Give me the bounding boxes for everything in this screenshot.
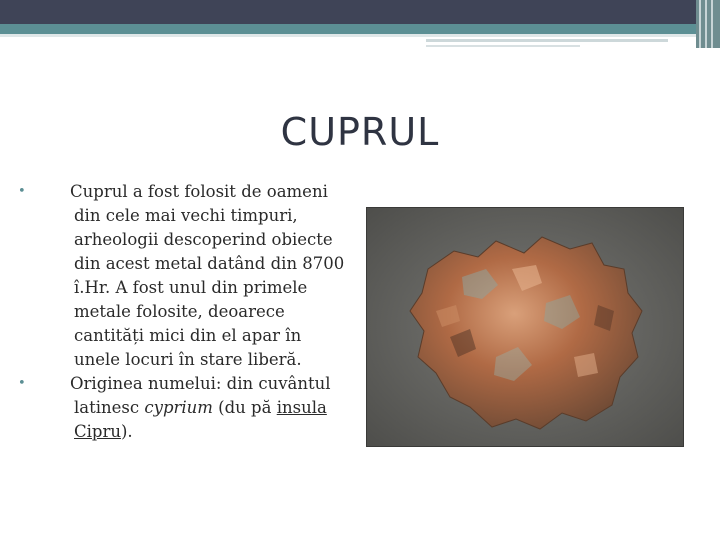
bullet-icon: • <box>18 184 26 199</box>
bullet-text-part: (du pă <box>212 398 277 417</box>
bullet-text: Cuprul a fost folosit de oameni din cele mai vechi timpuri, arheologii descoperind obiecte din acest metal datând din 8700 î.Hr. A fost unul din primele metale folosite, deoarece cantități mici din el apar în unele locuri în stare liberă. <box>70 182 345 369</box>
bullet-text <box>70 372 348 444</box>
latin-term: cyprium <box>144 398 213 417</box>
bullet-item <box>18 180 348 372</box>
bullet-list <box>18 180 348 444</box>
header-band-right <box>696 0 720 48</box>
bullet-text-part: Originea numelui: din cuvântul latinesc <box>70 374 331 417</box>
header-band-teal <box>0 24 696 34</box>
bullet-item <box>18 372 348 444</box>
header-decoration <box>0 0 720 48</box>
header-band-dark <box>0 0 696 24</box>
copper-nugget-image <box>366 207 684 447</box>
bullet-text-part: ). <box>120 422 133 441</box>
header-lines <box>426 37 696 48</box>
cyprus-link[interactable]: insula Cipru <box>74 398 327 441</box>
slide-title: CUPRUL <box>280 110 440 154</box>
bullet-icon: • <box>18 376 26 391</box>
